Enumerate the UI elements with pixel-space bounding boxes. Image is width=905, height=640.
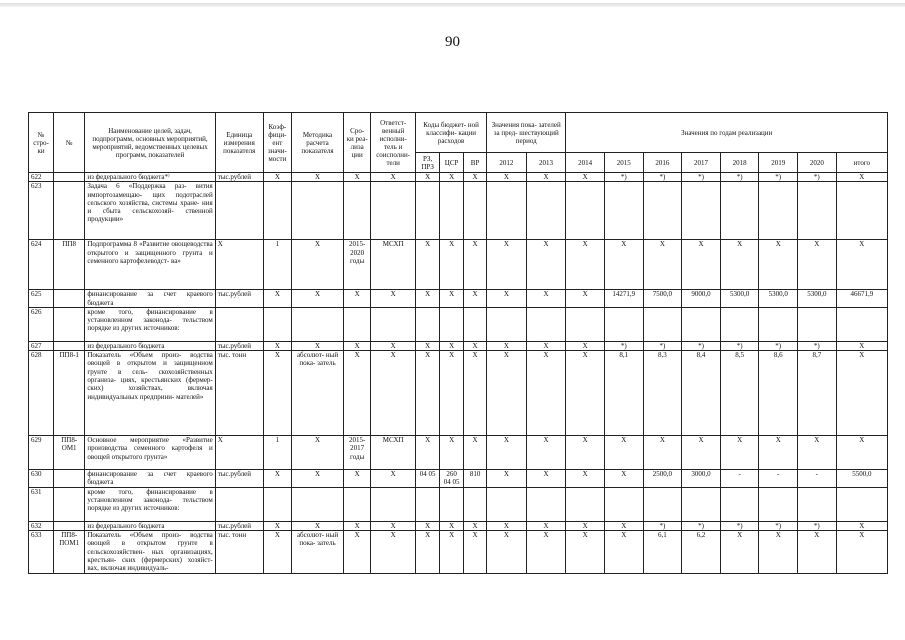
table-row (29, 173, 888, 182)
value-2013-cell: Х (526, 341, 566, 350)
value-2014-cell: Х (566, 531, 605, 573)
vr-cell (464, 182, 487, 240)
row-number-cell: 626 (29, 307, 54, 341)
coef-cell: Х (263, 341, 291, 350)
table-row (29, 470, 888, 488)
method-cell: Х (291, 470, 343, 488)
responsible-cell: МСХП (371, 240, 416, 290)
rz-cell: Х (416, 341, 440, 350)
coef-cell: Х (263, 521, 291, 530)
csr-cell: Х (440, 531, 464, 573)
rz-cell: Х (416, 290, 440, 308)
responsible-cell (371, 487, 416, 521)
value-2015-cell: *) (604, 173, 643, 182)
hdr-num: № (54, 113, 85, 173)
value-2012-cell: Х (487, 351, 527, 436)
terms-cell: Х (344, 470, 371, 488)
code-cell (54, 470, 85, 488)
value-2019-cell: 8,6 (759, 351, 798, 436)
terms-cell (344, 487, 371, 521)
value-2015-cell: Х (604, 240, 643, 290)
table-row (29, 521, 888, 530)
total-cell (836, 182, 887, 240)
hdr-2016: 2016 (643, 153, 682, 173)
value-2020-cell: *) (798, 341, 837, 350)
code-cell: ПП8- ОМ1 (54, 436, 85, 470)
vr-cell: Х (464, 351, 487, 436)
value-2018-cell: - (720, 470, 759, 488)
value-2012-cell: Х (487, 531, 527, 573)
vr-cell: Х (464, 521, 487, 530)
rz-cell (416, 307, 440, 341)
total-cell: Х (836, 351, 887, 436)
responsible-cell: Х (371, 290, 416, 308)
row-number-cell: 623 (29, 182, 54, 240)
vr-cell: Х (464, 341, 487, 350)
code-cell (54, 341, 85, 350)
vr-cell: Х (464, 531, 487, 573)
value-2019-cell: - (759, 470, 798, 488)
value-2017-cell: Х (682, 436, 721, 470)
responsible-cell (371, 307, 416, 341)
value-2015-cell: Х (604, 531, 643, 573)
program-table (28, 112, 888, 574)
rz-cell: Х (416, 173, 440, 182)
value-2012-cell: Х (487, 521, 527, 530)
value-2017-cell: *) (682, 173, 721, 182)
hdr-coef: Коэф- фици- ент значи- мости (263, 113, 291, 173)
value-2014-cell (566, 487, 605, 521)
value-2016-cell: 7500,0 (643, 290, 682, 308)
terms-cell: Х (344, 531, 371, 573)
value-2015-cell (604, 307, 643, 341)
terms-cell: Х (344, 173, 371, 182)
unit-cell: тыс.рублей (215, 521, 263, 530)
value-2015-cell (604, 487, 643, 521)
hdr-method: Методика расчета показателя (291, 113, 343, 173)
vr-cell: Х (464, 240, 487, 290)
value-2013-cell: Х (526, 436, 566, 470)
code-cell (54, 487, 85, 521)
value-2013-cell (526, 307, 566, 341)
value-2013-cell (526, 182, 566, 240)
value-2018-cell: 5300,0 (720, 290, 759, 308)
value-2018-cell (720, 487, 759, 521)
value-2019-cell (759, 487, 798, 521)
rz-cell: Х (416, 351, 440, 436)
row-number-cell: 622 (29, 173, 54, 182)
value-2020-cell: Х (798, 240, 837, 290)
vr-cell: Х (464, 173, 487, 182)
method-cell: Х (291, 290, 343, 308)
value-2014-cell: Х (566, 173, 605, 182)
value-2020-cell: Х (798, 436, 837, 470)
value-2019-cell: 5300,0 (759, 290, 798, 308)
value-2017-cell: *) (682, 521, 721, 530)
value-2020-cell: *) (798, 173, 837, 182)
value-2013-cell: Х (526, 290, 566, 308)
table-row (29, 531, 888, 573)
value-2014-cell: Х (566, 240, 605, 290)
code-cell (54, 307, 85, 341)
unit-cell: Х (215, 240, 263, 290)
value-2015-cell: 14271,9 (604, 290, 643, 308)
hdr-responsible: Ответст- венный исполни- тель и соисполни- тели (371, 113, 416, 173)
method-cell (291, 182, 343, 240)
total-cell: 46671,9 (836, 290, 887, 308)
value-2012-cell: Х (487, 290, 527, 308)
hdr-budget-codes: Коды бюджет- ной классифи- кации расходов (416, 113, 487, 153)
value-2019-cell: Х (759, 436, 798, 470)
value-2018-cell: *) (720, 173, 759, 182)
hdr-vr: ВР (464, 153, 487, 173)
hdr-total: итого (836, 153, 887, 173)
csr-cell: Х (440, 240, 464, 290)
coef-cell: Х (263, 173, 291, 182)
name-cell: из федерального бюджета (85, 521, 215, 530)
value-2012-cell: Х (487, 341, 527, 350)
csr-cell (440, 182, 464, 240)
coef-cell: Х (263, 290, 291, 308)
method-cell: абсолют- ный пока- затель (291, 351, 343, 436)
unit-cell: тыс.рублей (215, 470, 263, 488)
value-2019-cell: *) (759, 341, 798, 350)
coef-cell (263, 307, 291, 341)
scan-top-edge (0, 3, 905, 7)
csr-cell: Х (440, 290, 464, 308)
table-row (29, 290, 888, 308)
code-cell: ПП8- ПОМ1 (54, 531, 85, 573)
row-number-cell: 631 (29, 487, 54, 521)
value-2013-cell: Х (526, 240, 566, 290)
row-number-cell: 633 (29, 531, 54, 573)
responsible-cell: МСХП (371, 436, 416, 470)
coef-cell (263, 487, 291, 521)
method-cell: Х (291, 173, 343, 182)
total-cell: Х (836, 436, 887, 470)
value-2013-cell: Х (526, 173, 566, 182)
name-cell: Задача 6 «Поддержка раз- вития импортозамещаю- щих подотраслей сельского хозяйства, системы хране- ния и сбыта сельскохозяй- ственной продукции» (85, 182, 215, 240)
header-row-1 (29, 113, 888, 153)
value-2015-cell (604, 182, 643, 240)
rz-cell: Х (416, 436, 440, 470)
terms-cell: Х (344, 290, 371, 308)
total-cell: Х (836, 341, 887, 350)
rz-cell: 04 05 (416, 470, 440, 488)
value-2019-cell: *) (759, 521, 798, 530)
hdr-terms: Сро- ки реа- лиза ции (344, 113, 371, 173)
hdr-2018: 2018 (720, 153, 759, 173)
value-2017-cell: 6,2 (682, 531, 721, 573)
hdr-2019: 2019 (759, 153, 798, 173)
value-2017-cell: Х (682, 240, 721, 290)
rz-cell (416, 487, 440, 521)
code-cell: ПП8-1 (54, 351, 85, 436)
value-2019-cell: Х (759, 531, 798, 573)
total-cell (836, 487, 887, 521)
value-2019-cell (759, 307, 798, 341)
method-cell (291, 307, 343, 341)
table-row (29, 307, 888, 341)
value-2016-cell: *) (643, 173, 682, 182)
responsible-cell (371, 182, 416, 240)
value-2020-cell (798, 307, 837, 341)
total-cell: Х (836, 240, 887, 290)
terms-cell: Х (344, 341, 371, 350)
responsible-cell: Х (371, 173, 416, 182)
table-row (29, 341, 888, 350)
unit-cell: Х (215, 436, 263, 470)
responsible-cell: Х (371, 351, 416, 436)
value-2017-cell: 9000,0 (682, 290, 721, 308)
vr-cell (464, 487, 487, 521)
value-2012-cell (487, 487, 527, 521)
method-cell: Х (291, 436, 343, 470)
hdr-base-values: Значения пока- зателей за пред- шествующий период (487, 113, 566, 153)
name-cell: финансирование за счет краевого бюджета (85, 290, 215, 308)
value-2013-cell: Х (526, 470, 566, 488)
value-2014-cell: Х (566, 290, 605, 308)
value-2017-cell (682, 307, 721, 341)
row-number-cell: 627 (29, 341, 54, 350)
value-2012-cell: Х (487, 240, 527, 290)
hdr-row-num: № стро- ки (29, 113, 54, 173)
terms-cell: Х (344, 521, 371, 530)
unit-cell (215, 182, 263, 240)
value-2020-cell: - (798, 470, 837, 488)
table-body (29, 173, 888, 574)
total-cell: Х (836, 521, 887, 530)
vr-cell: Х (464, 290, 487, 308)
value-2015-cell: 8,1 (604, 351, 643, 436)
value-2012-cell (487, 307, 527, 341)
value-2015-cell: Х (604, 436, 643, 470)
value-2016-cell (643, 182, 682, 240)
value-2013-cell: Х (526, 521, 566, 530)
hdr-csr: ЦСР (440, 153, 464, 173)
value-2012-cell: Х (487, 436, 527, 470)
method-cell: Х (291, 521, 343, 530)
rz-cell (416, 182, 440, 240)
value-2018-cell: 8,5 (720, 351, 759, 436)
rz-cell: Х (416, 521, 440, 530)
table-row (29, 436, 888, 470)
method-cell (291, 487, 343, 521)
csr-cell: Х (440, 436, 464, 470)
name-cell: из федерального бюджета (85, 341, 215, 350)
value-2016-cell: 6,1 (643, 531, 682, 573)
value-2017-cell: *) (682, 341, 721, 350)
value-2017-cell (682, 487, 721, 521)
value-2020-cell: *) (798, 521, 837, 530)
vr-cell: Х (464, 436, 487, 470)
table-row (29, 487, 888, 521)
csr-cell: Х (440, 173, 464, 182)
value-2013-cell: Х (526, 351, 566, 436)
value-2012-cell: Х (487, 173, 527, 182)
value-2018-cell: *) (720, 521, 759, 530)
value-2016-cell: Х (643, 240, 682, 290)
value-2019-cell: *) (759, 173, 798, 182)
terms-cell: Х (344, 351, 371, 436)
value-2019-cell (759, 182, 798, 240)
value-2017-cell: 3000,0 (682, 470, 721, 488)
unit-cell (215, 307, 263, 341)
name-cell: кроме того, финансирование в установленном законода- тельством порядке из других источников: (85, 487, 215, 521)
method-cell: абсолют- ный пока- затель (291, 531, 343, 573)
value-2020-cell (798, 182, 837, 240)
value-2014-cell: Х (566, 436, 605, 470)
unit-cell (215, 487, 263, 521)
page-number: 90 (445, 34, 460, 50)
coef-cell: 1 (263, 436, 291, 470)
value-2018-cell (720, 307, 759, 341)
row-number-cell: 632 (29, 521, 54, 530)
value-2018-cell: *) (720, 341, 759, 350)
total-cell: Х (836, 173, 887, 182)
value-2015-cell: *) (604, 341, 643, 350)
responsible-cell: Х (371, 531, 416, 573)
unit-cell: тыс.рублей (215, 173, 263, 182)
unit-cell: тыс. тонн (215, 351, 263, 436)
hdr-2020: 2020 (798, 153, 837, 173)
value-2018-cell: Х (720, 531, 759, 573)
value-2016-cell: 2500,0 (643, 470, 682, 488)
value-2016-cell: Х (643, 436, 682, 470)
value-2014-cell: Х (566, 521, 605, 530)
hdr-rz: РЗ, ПРЗ (416, 153, 440, 173)
value-2016-cell: *) (643, 521, 682, 530)
value-2020-cell: Х (798, 531, 837, 573)
value-2016-cell: *) (643, 341, 682, 350)
terms-cell: 2015- 2020 годы (344, 240, 371, 290)
row-number-cell: 628 (29, 351, 54, 436)
responsible-cell: Х (371, 341, 416, 350)
value-2018-cell: Х (720, 240, 759, 290)
csr-cell (440, 307, 464, 341)
value-2020-cell (798, 487, 837, 521)
row-number-cell: 625 (29, 290, 54, 308)
name-cell: Подпрограмма 8 «Развитие овощеводства открытого и защищенного грунта и семенного картофелеводст- ва» (85, 240, 215, 290)
value-2016-cell: 8,3 (643, 351, 682, 436)
code-cell (54, 182, 85, 240)
coef-cell (263, 182, 291, 240)
value-2014-cell (566, 182, 605, 240)
csr-cell (440, 487, 464, 521)
terms-cell (344, 307, 371, 341)
value-2014-cell (566, 307, 605, 341)
value-2017-cell (682, 182, 721, 240)
value-2017-cell: 8,4 (682, 351, 721, 436)
value-2014-cell: Х (566, 341, 605, 350)
value-2012-cell: Х (487, 470, 527, 488)
value-2015-cell: Х (604, 470, 643, 488)
coef-cell: 1 (263, 240, 291, 290)
value-2016-cell (643, 487, 682, 521)
name-cell: из федерального бюджета*⁾ (85, 173, 215, 182)
row-number-cell: 629 (29, 436, 54, 470)
total-cell: 5500,0 (836, 470, 887, 488)
hdr-2014: 2014 (566, 153, 605, 173)
hdr-year-values: Значения по годам реализации (566, 113, 888, 153)
method-cell: Х (291, 240, 343, 290)
code-cell (54, 290, 85, 308)
name-cell: Основное мероприятие «Развитие производства семенного картофеля и овощей открытого грунта» (85, 436, 215, 470)
name-cell: кроме того, финансирование в установленном законода- тельством порядке из других источников: (85, 307, 215, 341)
csr-cell: Х (440, 341, 464, 350)
table-row (29, 240, 888, 290)
hdr-2015: 2015 (604, 153, 643, 173)
total-cell (836, 307, 887, 341)
responsible-cell: Х (371, 521, 416, 530)
rz-cell: Х (416, 240, 440, 290)
method-cell: Х (291, 341, 343, 350)
csr-cell: Х (440, 521, 464, 530)
value-2018-cell (720, 182, 759, 240)
vr-cell (464, 307, 487, 341)
hdr-2017: 2017 (682, 153, 721, 173)
hdr-2013: 2013 (526, 153, 566, 173)
name-cell: Показатель «Объем произ- водства овощей в открытом грунте в сельскохозяйствен- ных организациях, крестьян- ских (фермерских) хозяйст- вах, включая индивидуаль- (85, 531, 215, 573)
name-cell: финансирование за счет краевого бюджета (85, 470, 215, 488)
value-2019-cell: Х (759, 240, 798, 290)
coef-cell: Х (263, 470, 291, 488)
hdr-name: Наименование целей, задач, подпрограмм, основных мероприятий, мероприятий, ведомственных целевых программ, показателей (85, 113, 215, 173)
row-number-cell: 630 (29, 470, 54, 488)
coef-cell: Х (263, 351, 291, 436)
terms-cell (344, 182, 371, 240)
unit-cell: тыс. тонн (215, 531, 263, 573)
code-cell (54, 173, 85, 182)
value-2013-cell: Х (526, 531, 566, 573)
value-2016-cell (643, 307, 682, 341)
hdr-unit: Единица измерения показателя (215, 113, 263, 173)
unit-cell: тыс.рублей (215, 341, 263, 350)
value-2015-cell: Х (604, 521, 643, 530)
value-2020-cell: 5300,0 (798, 290, 837, 308)
table-row (29, 351, 888, 436)
csr-cell: 260 04 05 (440, 470, 464, 488)
row-number-cell: 624 (29, 240, 54, 290)
value-2020-cell: 8,7 (798, 351, 837, 436)
csr-cell: Х (440, 351, 464, 436)
code-cell (54, 521, 85, 530)
code-cell: ПП8 (54, 240, 85, 290)
table-row (29, 182, 888, 240)
coef-cell: Х (263, 531, 291, 573)
responsible-cell: Х (371, 470, 416, 488)
hdr-2012: 2012 (487, 153, 527, 173)
total-cell: Х (836, 531, 887, 573)
value-2014-cell: Х (566, 351, 605, 436)
unit-cell: тыс.рублей (215, 290, 263, 308)
rz-cell: Х (416, 531, 440, 573)
value-2014-cell: Х (566, 470, 605, 488)
terms-cell: 2015- 2017 годы (344, 436, 371, 470)
value-2018-cell: Х (720, 436, 759, 470)
value-2013-cell (526, 487, 566, 521)
name-cell: Показатель «Объем произ- водства овощей в открытом и защищенном грунте в сель- скохозяйственных организа- циях, крестьянских (фермер- ских) хозяйствах, включая индивидуальных предприни- мателей» (85, 351, 215, 436)
vr-cell: 810 (464, 470, 487, 488)
value-2012-cell (487, 182, 527, 240)
